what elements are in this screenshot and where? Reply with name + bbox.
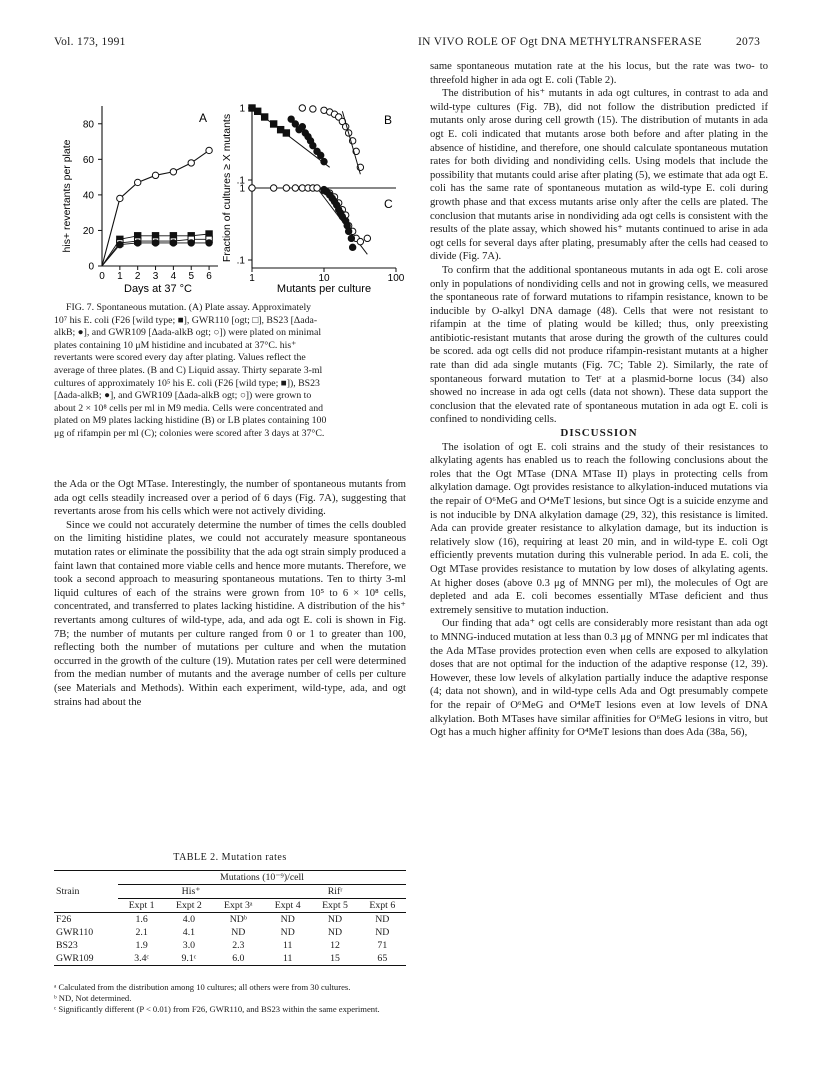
data-point — [283, 185, 289, 191]
y-tick-label: 60 — [82, 154, 94, 166]
x-tick-label: 100 — [387, 273, 405, 284]
cell: 11 — [283, 940, 293, 951]
cell: 6.0 — [232, 953, 245, 964]
y-tick-label: 20 — [82, 225, 94, 237]
caption-line: average of three plates. (B and C) Liquid assay. Thirty separate 3-ml — [54, 364, 323, 376]
data-point — [349, 244, 355, 250]
x-tick-label: 2 — [134, 271, 141, 282]
y-tick-label: 1 — [239, 183, 245, 195]
strain-header: Strain — [56, 886, 80, 897]
panel-bc — [221, 104, 405, 296]
cell: 12 — [330, 940, 340, 951]
panel-b-label: B — [384, 113, 393, 127]
column-header: Expt 1 — [128, 900, 155, 911]
cell: GWR109 — [56, 953, 94, 964]
data-point — [345, 228, 351, 234]
cell: ND — [231, 927, 246, 938]
section-heading: DISCUSSION — [560, 427, 638, 440]
table-row — [54, 952, 406, 966]
cell: 2.3 — [232, 940, 245, 951]
column-header: Expt 3ᵃ — [224, 900, 253, 911]
table-row — [54, 939, 406, 952]
y-tick-label: 1 — [239, 103, 245, 115]
cell: GWR110 — [56, 927, 94, 938]
panel-c-label: C — [384, 197, 393, 211]
series-line — [102, 150, 209, 266]
cell: 71 — [377, 940, 388, 951]
caption-line: revertants were scored every day after plating. Values reflect the — [54, 352, 306, 364]
panel-a-label: A — [199, 111, 208, 125]
cell: ND — [280, 914, 295, 925]
x-tick-label: 6 — [206, 271, 212, 282]
data-point — [117, 195, 123, 201]
footnote: ᵃ Calculated from the distribution among 10 cultures; all others were from 30 cultures. — [54, 982, 351, 992]
y-tick-label: .1 — [236, 175, 245, 187]
paragraph: Our finding that ada⁺ ogt cells are considerably more resistant than ada ogt to MNNG-induced mutation at less than 0.3 μg of MNNG per ml indicates that the Ada MTase provides protection even when cells are exposed to alkylation doses that are not optimal for the induction of the adaptive response (12, 39). However, these low levels of alkylation partially induce the adaptive response (4; data not shown), and in wild-type cells Ada and Ogt presumably compete for the repair of O⁶MeG and O⁴MeT lesions even at low levels of DNA alkylation. Both MTases have similar affinities for O⁶MeG lesions in vitro, but Ogt has a much higher affinity for O⁴MeT lesions than does Ada (38a, 56), — [430, 618, 768, 739]
data-point — [292, 121, 298, 127]
caption-line: plates containing 10 μM histidine and incubated at 37°C. his⁺ — [54, 339, 297, 351]
group-header: Mutations (10⁻⁹)/cell — [118, 871, 406, 885]
cell: 65 — [377, 953, 388, 964]
panel-a-ylabel: his+ revertants per plate — [61, 139, 73, 253]
table-row — [54, 913, 406, 927]
data-point — [357, 238, 363, 244]
column-header: Expt 5 — [322, 900, 348, 911]
caption-line: plated on M9 plates lacking histidine (B) or LB plates containing 100 — [54, 415, 327, 427]
data-point — [318, 152, 324, 158]
caption-line: alkB; ●], and GWR109 [Δada-alkB ogt; ○]) were plated on minimal — [54, 327, 322, 339]
paragraph: Since we could not accurately determine the number of times the cells doubled on the limiting histidine plates, we could not accurately measure spontaneous mutation rates or eliminate the possibility that the ada ogt strain simply produced a faint lawn that contained more viable cells and hence more mutants. Therefore, we took a second approach to measuring spontaneous mutations. Ten to thirty 3-ml liquid cultures of each of the strains were grown from 10⁵ to 6 × 10⁸ cells, concentrated, and transferred to plates lacking histidine. A distribution of the his⁺ revertants among cultures of wild-type, ada, and ada ogt E. coli is shown in Fig. 7B; the number of mutants per culture ranged from 0 or 1 to greater than 100, reflecting both the number of mutations per culture and when the mutation occurred in the growth of the culture (19). Mutation rates per cell were determined from the median number of mutants and the average number of cells per culture (see Materials and Methods). Within each experiment, wild-type, ada, and ogt strains had about the — [54, 519, 406, 708]
cell: ND — [375, 927, 390, 938]
cell: 1.6 — [135, 914, 148, 925]
paragraph: same spontaneous mutation rate at the his locus, but the rate was two- to threefold higher in ada ogt E. coli (Table 2). — [430, 61, 768, 86]
column-header: Expt 6 — [369, 900, 396, 911]
y-tick-label: 80 — [82, 119, 94, 131]
data-point — [152, 172, 158, 178]
caption-line: μg of rifampin per ml (C); colonies were scored after 3 days at 37°C. — [54, 427, 325, 439]
cell: 4.0 — [182, 914, 196, 925]
cell: 11 — [283, 953, 293, 964]
table-title: TABLE 2. Mutation rates — [173, 852, 287, 863]
data-point — [310, 142, 316, 148]
running-header-volume: Vol. 173, 1991 — [54, 36, 126, 48]
column-header: Expt 4 — [274, 900, 301, 911]
footnote: ᵇ ND, Not determined. — [54, 993, 132, 1003]
right-column — [430, 60, 768, 740]
left-column — [54, 478, 406, 709]
panel-bc-ylabel: Fraction of cultures ≥ X mutants — [221, 113, 233, 263]
cell: ND — [280, 927, 295, 938]
y-tick-label: .1 — [236, 255, 245, 267]
paragraph: The distribution of his⁺ mutants in ada ogt cultures, in contrast to ada and wild-type cultures (Fig. 7B), did not follow the distribution predicted if mutants only arose during cell growth (15). The distribution of mutants in ada ogt E. coli indicated that mutants arose both before and after plating in the absence of histidine, and therefore, one should calculate spontaneous mutation rates for both dividing and nondividing cells. Using models that include the possibility that mutants could arise after plating (5), we estimate that ada ogt E. coli has the same rate of spontaneous mutation as wild-type E. coli during growth phase and that excess mutants arise only after the cells are plated. The conclusion that mutants arise in nondividing ada ogt cells is consistent with the results of the plate assay, which showed his⁺ mutants continued to arise in ada ogt cells for several days after plating, presumably after the cells had ceased to divide (Fig. 7A). — [430, 88, 768, 263]
table-footnotes — [54, 982, 406, 1015]
cell: NDᵇ — [229, 914, 247, 925]
caption-line: FIG. 7. Spontaneous mutation. (A) Plate assay. Approximately — [66, 302, 312, 313]
paragraph: The isolation of ogt E. coli strains and the study of their resistances to alkylating agents has enabled us to reach the following conclusions about the roles that the Ogt MTase (DNA MTase II) plays in protecting cells from alkylation damage. Ogt provides resistance to alkylation-induced mutations via the repair of O⁶MeG and O⁴MeT lesions, but since Ogt is a suicide enzyme and is not inducible by DNA alkylation damage (29, 32), this resistance is limited. Ada can provide greater resistance to alkylation damage, but its induction is relatively slow (16), requiring at least 20 min, and in wild-type E. coli Ogt efficiently prevents mutation during this vulnerable period. In ada E. coli, the Ogt MTase provides resistance to mutation by low doses of alkylating agents. At higher doses (above 0.3 μg of MNNG per ml), the molecules of Ogt are depleted and ada E. coli becomes essentially MTase deficient and thus extremely sensitive to mutation induction. — [430, 441, 768, 616]
data-point — [188, 240, 194, 246]
data-point — [170, 240, 176, 246]
cell: ND — [375, 914, 390, 925]
data-point — [310, 106, 316, 112]
caption-line: [Δada-alkB; ●], and GWR109 [Δada-alkB ogt; ○]) were grown to — [54, 390, 312, 402]
paragraph: the Ada or the Ogt MTase. Interestingly, the number of spontaneous mutants from ada ogt cells steadily increased over a period of 6 days (Fig. 7A), suggesting that revertants arose from his cells which were not actively dividing. — [54, 479, 406, 518]
data-point — [292, 185, 298, 191]
x-tick-label: 1 — [249, 273, 255, 284]
panel-bc-xlabel: Mutants per culture — [276, 283, 372, 295]
x-tick-label: 1 — [117, 271, 123, 282]
footnote: ᶜ Significantly different (P < 0.01) from F26, GWR110, and BS23 within the same experiment. — [54, 1004, 380, 1014]
data-point — [134, 179, 140, 185]
column-header: Expt 2 — [175, 900, 202, 911]
x-tick-label: 3 — [152, 271, 159, 282]
caption-line: cultures of approximately 10⁵ his E. coli (F26 [wild type; ■]), BS23 — [54, 377, 320, 389]
data-point — [314, 185, 320, 191]
data-point — [206, 147, 212, 153]
fit-line — [342, 111, 360, 174]
data-point — [364, 235, 370, 241]
mutation-rates-table — [54, 870, 406, 966]
cell: 1.9 — [135, 940, 148, 951]
x-tick-label: 0 — [99, 271, 105, 282]
x-tick-label: 10 — [318, 273, 330, 284]
data-point — [152, 240, 158, 246]
y-tick-label: 40 — [82, 190, 94, 202]
panel-a-xlabel: Days at 37 °C — [124, 283, 192, 295]
cell: 9.1ᶜ — [181, 953, 197, 964]
cell: 3.4ᶜ — [134, 953, 150, 964]
paragraph: To confirm that the additional spontaneous mutants in ada ogt E. coli arose only in populations of nondividing cells and not in growing cells, we measured the spontaneous rate of forward mutations to rifampin resistance, known to be inducible by O-alkyl DNA damage (48). Cells that were not resistant to rifampin at the time of plating would be killed; thus, only preexisting antibiotic-resistant mutants that arose during the growth of the cultures could be scored. ada ogt cells did not produce rifampin-resistant mutants at a higher rate than did ada single mutants (Fig. 7C; Table 2). Similarly, the rate of spontaneous forward mutation to Tetʳ at a plasmid-borne locus (34) also showed no increase in ada ogt cells (data not shown). These data support the conclusion that the elevated rate of spontaneous mutation in ada ogt E. coli is confined to nondividing cells. — [430, 264, 768, 426]
y-tick-label: 0 — [88, 261, 94, 273]
x-tick-label: 5 — [188, 271, 195, 282]
cell: BS23 — [56, 940, 78, 951]
data-point — [206, 240, 212, 246]
page-number: 2073 — [736, 36, 761, 48]
his-header: His⁺ — [118, 885, 264, 899]
running-header-title: IN VIVO ROLE OF Ogt DNA METHYLTRANSFERASE — [418, 36, 702, 48]
data-point — [270, 185, 276, 191]
cell: 4.1 — [182, 927, 196, 938]
cell: 2.1 — [135, 927, 148, 938]
table-row — [54, 926, 406, 939]
caption-line: about 2 × 10⁸ cells per ml in M9 media. Cells were concentrated and — [54, 402, 324, 414]
rif-header: Rifʳ — [264, 885, 406, 899]
caption-line: 10⁷ his E. coli (F26 [wild type; ■], GWR110 [ogt; □], BS23 [Δada- — [54, 314, 318, 326]
panel-a — [61, 106, 218, 295]
cell: 15 — [330, 953, 340, 964]
data-point — [249, 185, 255, 191]
figure-caption — [54, 302, 406, 441]
cell: F26 — [56, 914, 72, 925]
x-tick-label: 4 — [170, 271, 177, 282]
cell: ND — [327, 927, 343, 938]
data-point — [188, 160, 194, 166]
data-point — [348, 235, 354, 241]
cell: ND — [327, 914, 343, 925]
data-point — [299, 105, 305, 111]
data-point — [170, 169, 176, 175]
cell: 3.0 — [182, 940, 196, 951]
data-point — [134, 240, 140, 246]
data-point — [117, 241, 123, 247]
data-point — [299, 123, 305, 129]
figure-7 — [54, 96, 410, 296]
